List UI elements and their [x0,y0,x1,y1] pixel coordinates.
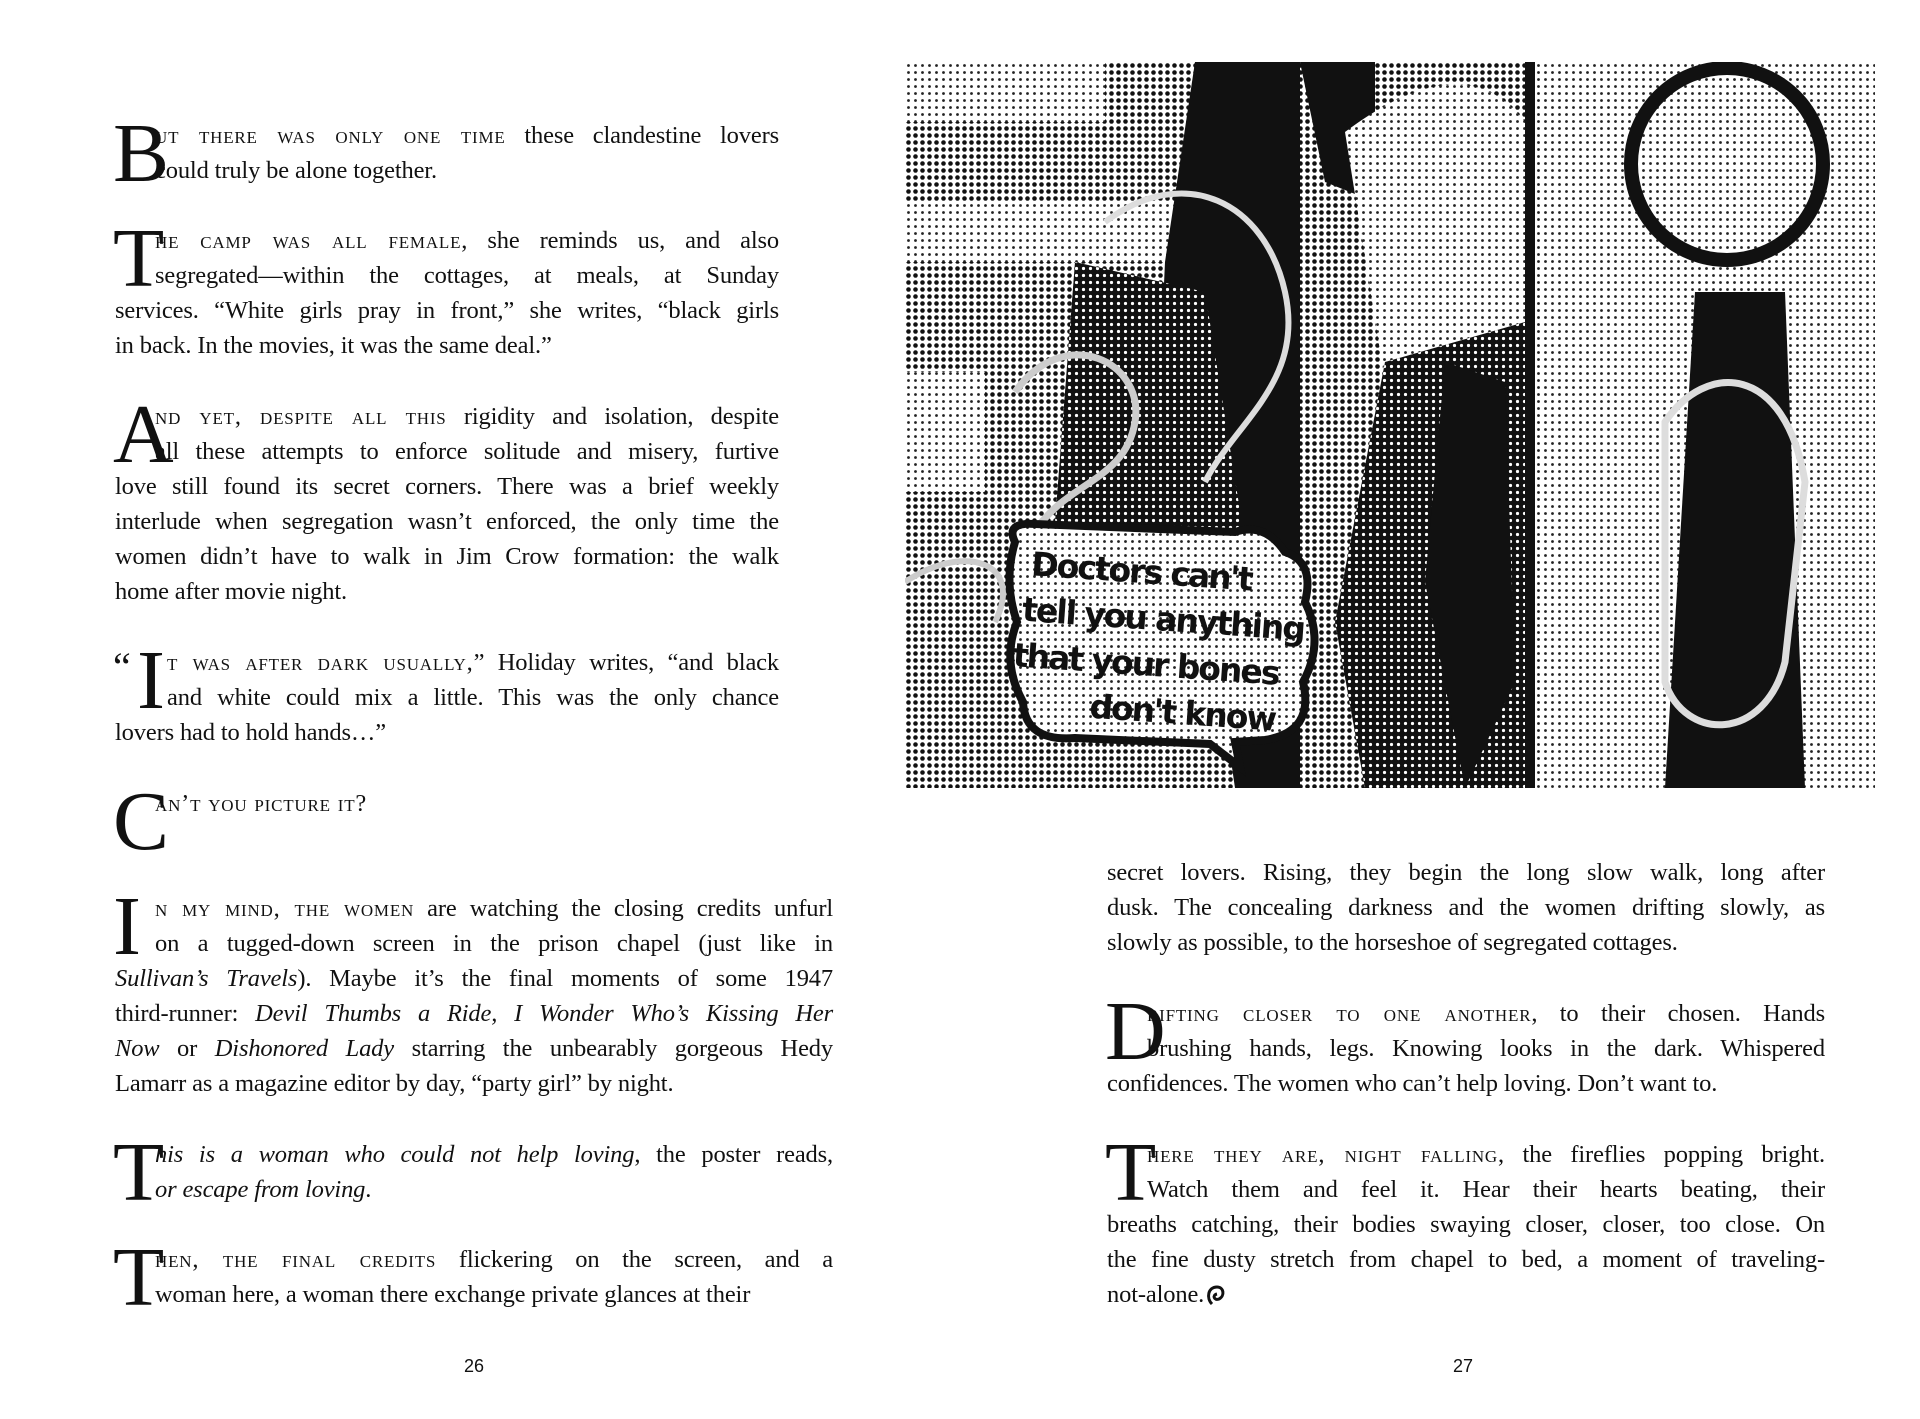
text-line [115,223,779,258]
text-line [1107,1172,1825,1207]
text-run: . [365,1176,372,1203]
text-run: these clandestine lovers [505,122,779,149]
text-run: women didn’t have to walk in Jim Crow formation: the walk [115,543,779,570]
text-line [1107,1242,1825,1277]
text-run: brushing hands, legs. Knowing looks in the dark. Whispered [1147,1035,1825,1062]
small-caps-lead: nd yet, despite all this [155,403,447,430]
text-run: all these attempts to enforce solitude and misery, furtive [155,438,779,465]
small-caps-lead: he camp was all female [155,227,462,254]
text-line [115,715,779,750]
text-line [1107,890,1825,925]
text-run: could truly be alone together. [155,157,437,184]
text-line [115,1172,833,1207]
small-caps-lead: rifting closer to one another [1147,1000,1532,1027]
text-line [115,786,779,821]
text-run: , she reminds us, and also [461,227,779,254]
text-run: or [159,1035,215,1062]
paragraph-and-yet [113,388,779,609]
text-run: secret lovers. Rising, they begin the long slow walk, long after [1107,859,1825,886]
text-run: interlude when segregation wasn’t enforced, the only time the [115,508,779,535]
text-run: lovers had to hold hands…” [115,719,386,746]
speech-bubble-line: Doctors can't [1030,544,1253,599]
small-caps-lead: t was after dark usually, [167,649,474,676]
page-number-right: 27 [1452,1356,1474,1376]
speech-bubble [1009,524,1315,767]
text-run: rigidity and isolation, despite [446,403,779,430]
small-caps-lead: an’t you picture it? [155,790,368,817]
text-run: on a tugged-down screen in the prison chapel (just like in [155,930,833,957]
drop-cap: T [113,1231,165,1324]
small-caps-lead: ut there was only one time [155,122,506,149]
paragraph-it-was-after-dark [113,634,779,750]
text-run: in back. In the movies, it was the same deal.” [115,332,552,359]
text-line [115,891,833,926]
text-run: segregated—within the cottages, at meals, at Sunday [155,262,779,289]
text-line [115,1242,833,1277]
speech-bubble-line: tell you anything [1020,589,1306,649]
text-run: woman here, a woman there exchange private glances at their [155,1281,751,1308]
text-run: ). Maybe it’s the final moments of some 1947 [297,965,833,992]
small-caps-lead: here they are, night falling [1147,1141,1499,1168]
text-line [115,328,779,363]
text-run: , the poster reads, [634,1141,834,1168]
speech-bubble-line: don't know [1088,686,1277,739]
italic-text: Sullivan’s Travels [115,965,298,992]
text-line [1107,1066,1825,1101]
drop-cap: I [113,880,141,973]
text-line [1107,1207,1825,1242]
text-run: third-runner: [115,1000,256,1027]
italic-text: Dishonored Lady [214,1035,395,1062]
text-run: , the fireflies popping bright. [1498,1141,1826,1168]
text-line [1107,925,1825,960]
text-line [115,1031,833,1066]
page-number-left: 26 [463,1356,485,1376]
drop-cap: I [137,634,165,727]
text-line [1107,1137,1825,1172]
drop-cap: B [113,107,169,200]
drop-cap: C [113,775,169,868]
italic-text: or escape from loving [155,1176,366,1203]
text-line [115,469,779,504]
paragraph-the-camp [113,212,779,363]
small-caps-lead: hen, the final credits [155,1246,437,1273]
drop-cap: D [1105,985,1166,1078]
paragraph-in-my-mind [113,880,833,1101]
text-line [115,574,779,609]
text-run: flickering on the screen, and a [436,1246,834,1273]
text-line [115,1066,833,1101]
text-line [115,399,779,434]
paragraph-this-is-a-woman [113,1126,834,1219]
text-run: home after movie night. [115,578,347,605]
italic-text: Now [115,1035,160,1062]
text-line [115,1277,833,1312]
text-run: confidences. The women who can’t help loving. Don’t want to. [1107,1070,1718,1097]
text-run: Watch them and feel it. Hear their hearts beating, their [1147,1176,1825,1203]
text-run: dusk. The concealing darkness and the women drifting slowly, as [1107,894,1825,921]
text-line [115,293,779,328]
text-line [115,645,779,680]
text-line [115,434,779,469]
text-line [115,680,779,715]
paragraph-secret-lovers [1107,855,1825,960]
drop-cap: T [1105,1126,1157,1219]
drop-cap: T [113,212,165,305]
text-line [115,996,833,1031]
paragraph-drifting-closer [1105,985,1825,1101]
text-line [115,153,779,188]
text-line [115,1137,833,1172]
text-line [1107,1277,1825,1312]
text-line [115,258,779,293]
italic-text: Devil Thumbs a Ride, I Wonder Who’s Kissing Her [255,1000,833,1027]
text-line [115,504,779,539]
swirl-end-mark-icon [1204,1281,1226,1308]
text-line [115,539,779,574]
paragraph-but-there [113,107,779,200]
text-run: , to their chosen. Hands [1531,1000,1825,1027]
italic-text: his is a woman who could not help loving [155,1141,635,1168]
text-line [115,118,779,153]
text-run: breaths catching, their bodies swaying closer, closer, too close. On [1107,1211,1825,1238]
text-run: Lamarr as a magazine editor by day, “party girl” by night. [115,1070,674,1097]
text-line [1107,996,1825,1031]
text-run: love still found its secret corners. There was a brief weekly [115,473,779,500]
paragraph-there-they-are [1105,1126,1826,1312]
opening-quote-mark: “ [113,644,131,689]
text-line [1107,1031,1825,1066]
text-line [1107,855,1825,890]
text-run: starring the unbearably gorgeous Hedy [394,1035,833,1062]
text-run: ” Holiday writes, “and black [473,649,779,676]
small-caps-lead: n my mind, the women [155,895,415,922]
text-line [115,926,833,961]
text-run: services. “White girls pray in front,” she writes, “black girls [115,297,779,324]
halftone-collage-image [905,62,1875,788]
paragraph-then-final-credits [113,1231,834,1324]
text-run: and white could mix a little. This was the only chance [167,684,779,711]
text-run: are watching the closing credits unfurl [414,895,833,922]
text-line [115,961,833,996]
text-run: the fine dusty stretch from chapel to bed, a moment of traveling- [1107,1246,1825,1273]
drop-cap: A [113,388,174,481]
text-run: slowly as possible, to the horseshoe of segregated cottages. [1107,929,1678,956]
paragraph-cant-you-picture [113,775,779,868]
speech-bubble-line: that your bones [1011,635,1280,693]
drop-cap: T [113,1126,165,1219]
text-run: not-alone. [1107,1281,1205,1308]
